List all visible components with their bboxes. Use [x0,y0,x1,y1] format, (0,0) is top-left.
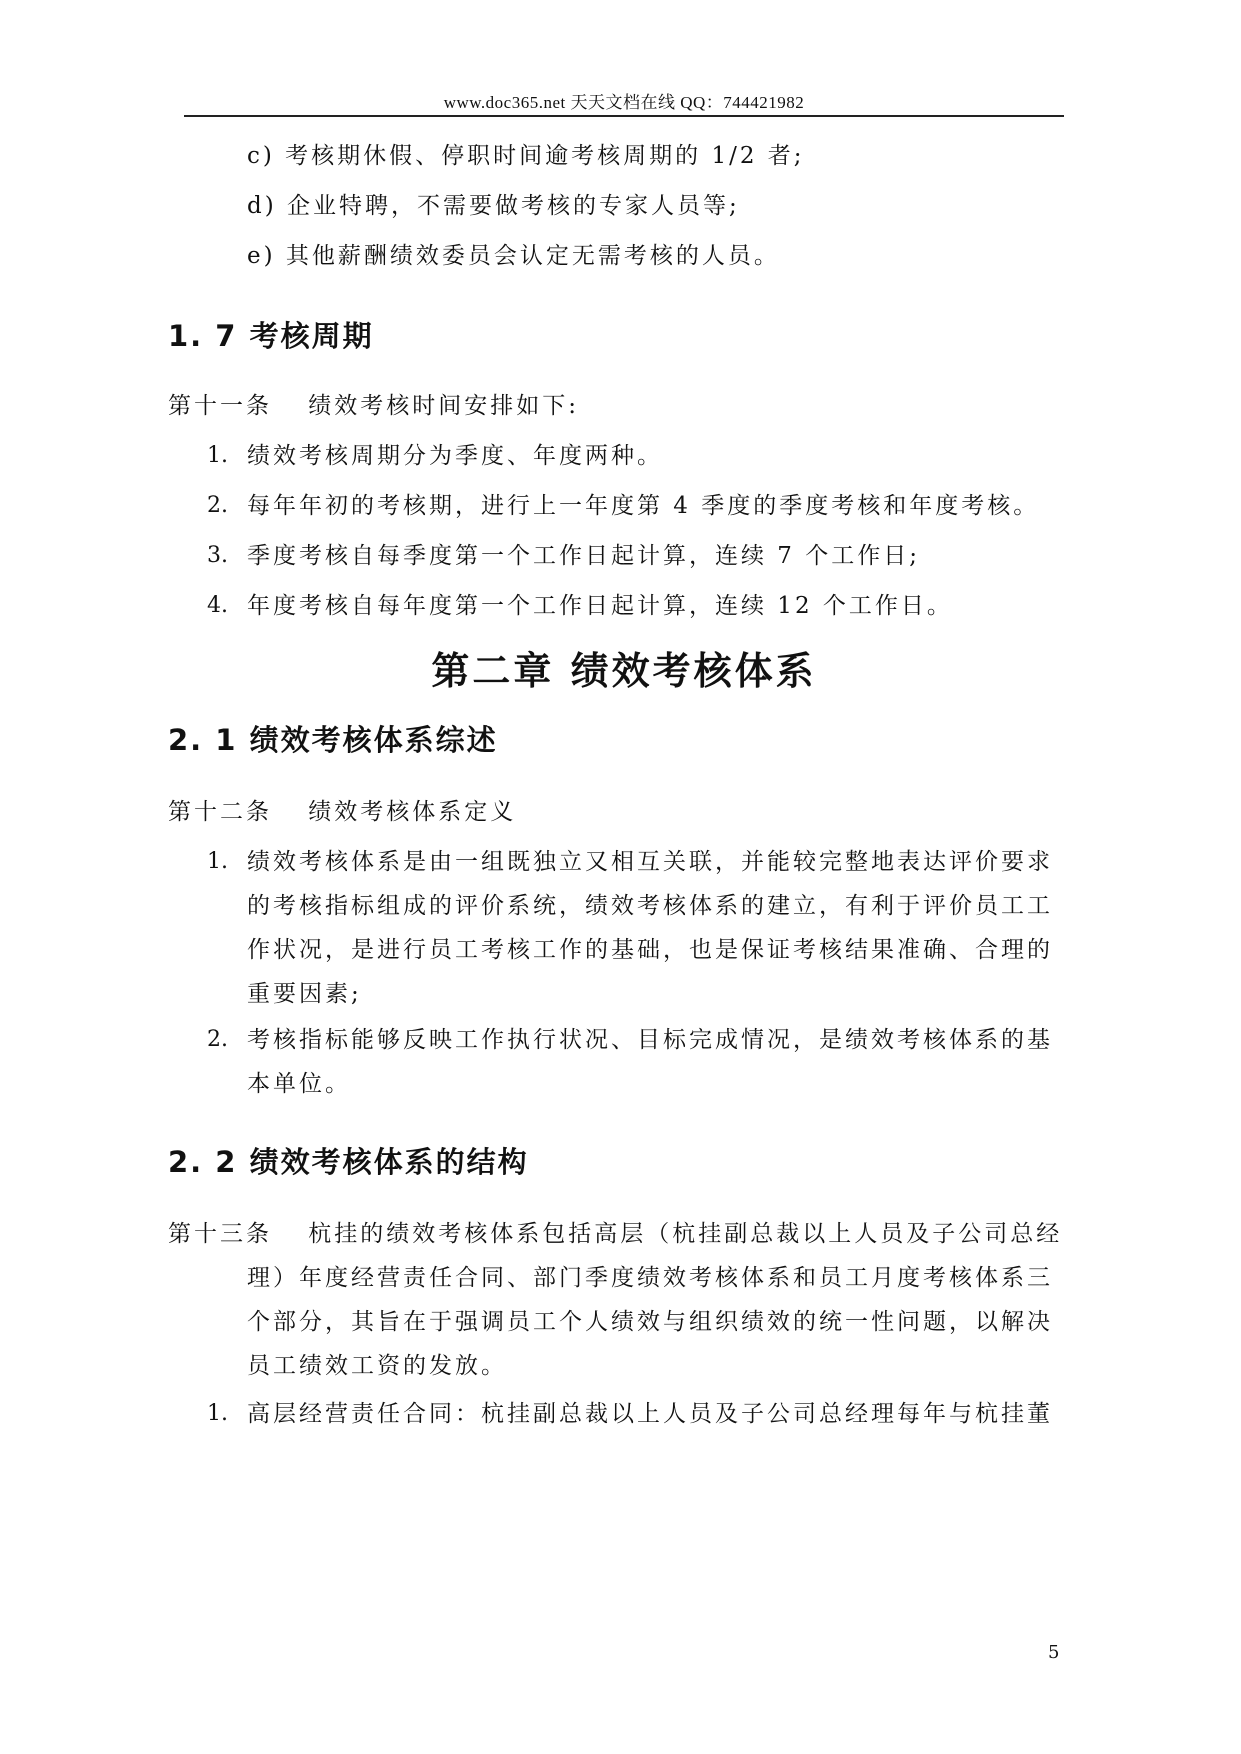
paragraph-line: 高层经营责任合同：杭挂副总裁以上人员及子公司总经理每年与杭挂董 [247,1401,1053,1427]
paragraph-line: 考核指标能够反映工作执行状况、目标完成情况，是绩效考核体系的基 [247,1027,1053,1053]
list-number: 1. [207,443,228,468]
section-title-2-1: 2. 1 绩效考核体系综述 [168,723,498,757]
paragraph-line: 重要因素; [247,981,362,1007]
paragraph-line: 理）年度经营责任合同、部门季度绩效考核体系和员工月度考核体系三 [247,1265,1053,1291]
article-11: 第十一条 绩效考核时间安排如下: [168,393,580,419]
list-item: 每年年初的考核期，进行上一年度第 4 季度的季度考核和年度考核。 [247,493,1040,519]
page-number: 5 [1048,1642,1060,1663]
paragraph-line: 绩效考核体系是由一组既独立又相互关联，并能较完整地表达评价要求 [247,849,1053,875]
list-number: 3. [207,543,228,568]
section-title-1-7: 1. 7 考核周期 [168,319,374,353]
paragraph-line: 作状况，是进行员工考核工作的基础，也是保证考核结果准确、合理的 [247,937,1053,963]
article-13-line: 第十三条 杭挂的绩效考核体系包括高层（杭挂副总裁以上人员及子公司总经 [168,1221,1063,1247]
paragraph-line: 员工绩效工资的发放。 [247,1353,507,1379]
section-title-2-2: 2. 2 绩效考核体系的结构 [168,1145,529,1179]
paragraph-line: 个部分，其旨在于强调员工个人绩效与组织绩效的统一性问题，以解决 [247,1309,1053,1335]
list-item: 季度考核自每季度第一个工作日起计算，连续 7 个工作日; [247,543,921,569]
list-item: 绩效考核周期分为季度、年度两种。 [247,443,663,469]
list-number: 2. [207,1027,228,1052]
page-header: www.doc365.net 天天文档在线 QQ：744421982 [443,93,805,112]
list-number: 4. [207,593,228,618]
list-item-d: d) 企业特聘，不需要做考核的专家人员等; [247,193,740,219]
list-number: 2. [207,493,228,518]
paragraph-line: 的考核指标组成的评价系统，绩效考核体系的建立，有利于评价员工工 [247,893,1053,919]
list-item: 年度考核自每年度第一个工作日起计算，连续 12 个工作日。 [247,593,953,619]
list-item-e: e) 其他薪酬绩效委员会认定无需考核的人员。 [247,243,780,269]
list-item-c: c) 考核期休假、停职时间逾考核周期的 1/2 者; [247,143,805,169]
chapter-title: 第二章 绩效考核体系 [431,649,817,693]
article-12: 第十二条 绩效考核体系定义 [168,799,517,825]
list-number: 1. [207,849,228,874]
header-rule [184,115,1064,117]
list-number: 1. [207,1401,228,1426]
paragraph-line: 本单位。 [247,1071,351,1097]
